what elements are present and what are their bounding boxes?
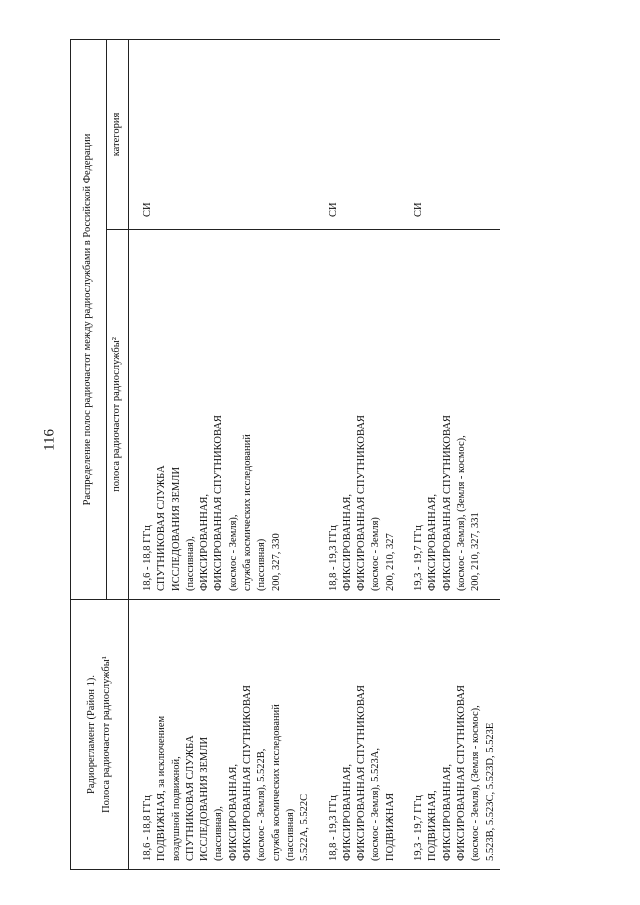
rr-cell-line: (космос - Земля), 5.522В, (256, 748, 268, 861)
rr-cell-line: ПОДВИЖНАЯ, за исключением (156, 715, 168, 861)
rr-cell-line: ПОДВИЖНАЯ (384, 793, 396, 861)
rf-cell-line: (космос - Земля) (370, 517, 382, 591)
rf-cell-line: ФИКСИРОВАННАЯ, (341, 493, 353, 591)
rr-cell-line: СПУТНИКОВАЯ СЛУЖБА (184, 735, 196, 861)
table-row (129, 39, 315, 869)
rf-cell-line: 18,6 - 18,8 ГГц (142, 525, 153, 591)
rf-cell-line: СПУТНИКОВАЯ СЛУЖБА (156, 465, 168, 591)
rr-cell-line: (космос - Земля), (Земля - космос), (470, 705, 482, 861)
rr-cell-line: (пассивная) (284, 808, 296, 861)
rf-cell-line: (пассивная) (256, 538, 268, 591)
rr-cell (315, 600, 400, 870)
rr-cell-line: служба космических исследований (270, 704, 282, 861)
header-rf-band: полоса радиочастот радиослужбы² (107, 230, 129, 600)
rf-cell-line: (космос - Земля), (227, 514, 239, 591)
category-cell: СИ (400, 39, 500, 229)
rf-cell-line: ИССЛЕДОВАНИЯ ЗЕМЛИ (170, 466, 182, 591)
rf-cell-line: 18,8 - 19,3 ГГц (327, 525, 339, 591)
rr-cell-line: ИССЛЕДОВАНИЯ ЗЕМЛИ (199, 736, 211, 861)
rf-cell-line: ФИКСИРОВАННАЯ СПУТНИКОВАЯ (213, 415, 225, 591)
rf-cell (400, 230, 500, 600)
header-rr-line1: Радиорегламент (Район 1). (86, 675, 98, 794)
rr-cell-line: ФИКСИРОВАННАЯ, (341, 763, 353, 861)
rr-cell-line: 18,6 - 18,8 ГГц (142, 795, 153, 861)
rr-cell-line: ФИКСИРОВАННАЯ СПУТНИКОВАЯ (455, 685, 467, 861)
rr-cell-line: ФИКСИРОВАННАЯ СПУТНИКОВАЯ (242, 685, 254, 861)
frequency-allocation-table (70, 39, 500, 870)
rr-cell-line: 5.523В, 5.523С, 5.523D, 5.523Е (484, 722, 496, 861)
rf-cell-line: ФИКСИРОВАННАЯ СПУТНИКОВАЯ (441, 415, 453, 591)
header-rf-allocation: Распределение полос радиочастот между радиослужбами в Российской Федерации (71, 39, 107, 599)
header-radio-regulations (71, 600, 129, 870)
rotated-table-container (70, 40, 580, 870)
rf-cell-line: (пассивная), (184, 536, 196, 591)
rf-cell-line: служба космических исследований (242, 434, 254, 591)
rr-cell (400, 600, 500, 870)
category-cell: СИ (129, 39, 315, 229)
rf-cell-line: 200, 327, 330 (270, 533, 282, 591)
rf-cell-line: 200, 210, 327 (384, 533, 396, 591)
table-row (315, 39, 400, 869)
rf-cell-line: ФИКСИРОВАННАЯ, (199, 493, 211, 591)
rr-cell-line: воздушной подвижной, (170, 756, 182, 861)
rr-cell-line: (космос - Земля), 5.523А, (370, 747, 382, 861)
category-cell: СИ (315, 39, 400, 229)
rr-cell-line: 5.522А, 5.522С (299, 793, 311, 861)
rr-cell-line: 18,8 - 19,3 ГГц (327, 795, 339, 861)
rr-cell-line: ФИКСИРОВАННАЯ, (441, 763, 453, 861)
rf-cell (315, 230, 400, 600)
rf-cell-line: ФИКСИРОВАННАЯ, (427, 493, 439, 591)
rf-cell-line: (космос - Земля), (Земля - космос), (455, 435, 467, 591)
table-row (400, 39, 500, 869)
table-header (71, 39, 129, 869)
rr-cell-line: (пассивная), (213, 806, 225, 861)
table-body (129, 39, 500, 869)
header-category: категория (107, 39, 129, 229)
rr-cell-line: ФИКСИРОВАННАЯ, (227, 763, 239, 861)
rf-cell (129, 230, 315, 600)
rr-cell-line: ПОДВИЖНАЯ, (427, 790, 439, 861)
rf-cell-line: ФИКСИРОВАННАЯ СПУТНИКОВАЯ (356, 415, 368, 591)
rr-cell-line: 19,3 - 19,7 ГГц (413, 795, 425, 861)
header-rr-line2: Полоса радиочастот радиослужбы¹ (100, 656, 112, 813)
rr-cell-line: ФИКСИРОВАННАЯ СПУТНИКОВАЯ (356, 685, 368, 861)
page-number: 116 (41, 429, 58, 451)
rf-cell-line: 200, 210, 327, 331 (470, 512, 482, 591)
rr-cell (129, 600, 315, 870)
rf-cell-line: 19,3 - 19,7 ГГц (413, 525, 425, 591)
